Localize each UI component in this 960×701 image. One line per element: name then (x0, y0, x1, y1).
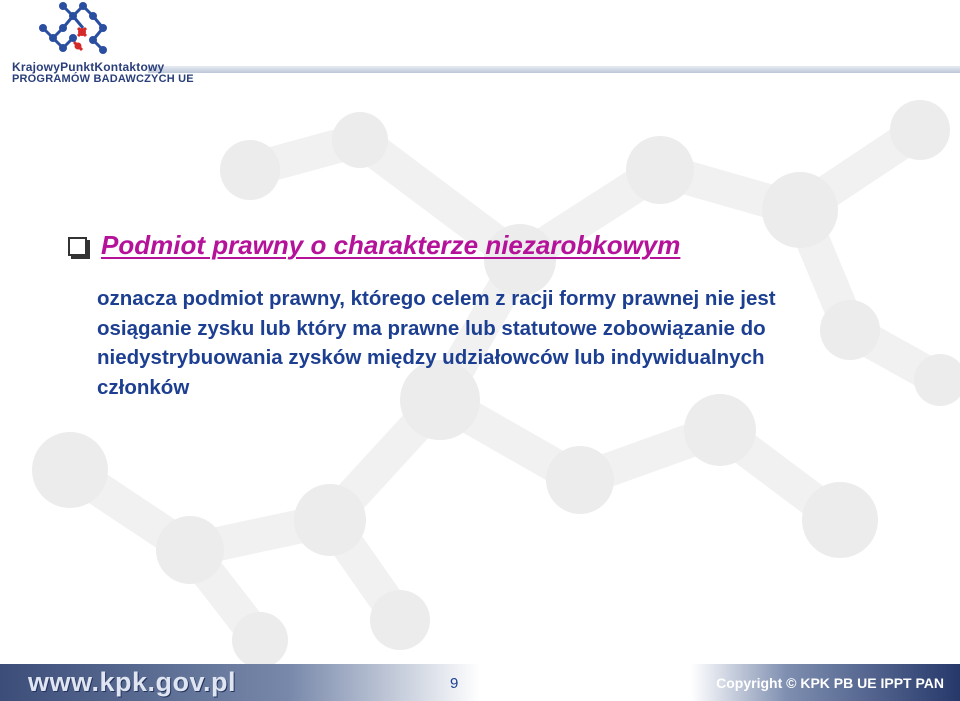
header-divider (148, 66, 960, 73)
heading-text: Podmiot prawny o charakterze niezarobkowym (101, 230, 681, 260)
logo-molecule-icon (38, 0, 118, 58)
body-line: oznacza podmiot prawny, którego celem z racji formy prawnej nie jest (97, 287, 776, 310)
body-line: członków (97, 375, 190, 399)
copyright-text: Copyright © KPK PB UE IPPT PAN (716, 675, 944, 691)
logo-text-line1: KrajowyPunktKontaktowy (12, 60, 165, 74)
body-line: osiąganie zysku lub który ma prawne lub statutowe zobowiązanie do (97, 316, 766, 340)
checkbox-bullet-icon (68, 237, 87, 256)
slide-heading (68, 230, 680, 261)
logo-text-line2: PROGRAMÓW BADAWCZYCH UE (12, 73, 194, 85)
footer-url: www.kpk.gov.pl (28, 667, 237, 697)
definition-text (97, 284, 917, 402)
footer-bar (0, 664, 960, 701)
kpk-logo (8, 0, 194, 92)
body-line: niedystrybuowania zysków między udziałowców lub indywidualnych (97, 346, 765, 369)
page-number: 9 (450, 675, 459, 692)
